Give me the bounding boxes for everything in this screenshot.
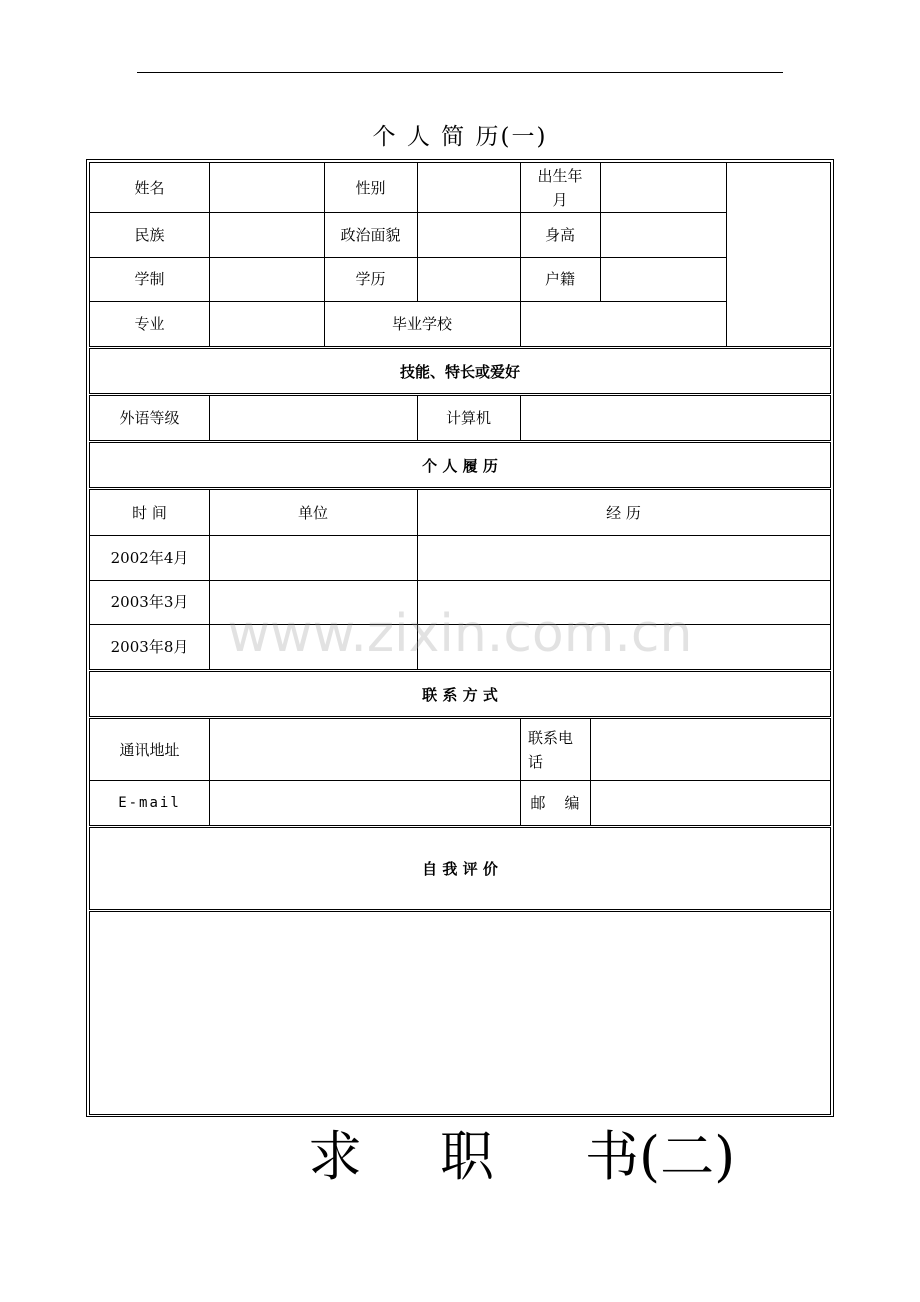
ethnicity-label: 民族 — [134, 225, 165, 244]
self-eval-section-title: 自 我 评 价 — [422, 860, 498, 878]
hukou-value-field[interactable] — [600, 257, 726, 301]
table-row-time: 2002年4月 — [110, 548, 189, 567]
document-title: 个 人 简 历(一) — [372, 124, 548, 150]
experience-table — [89, 489, 831, 670]
height-label: 身高 — [544, 225, 575, 244]
email-value-field[interactable] — [209, 780, 520, 825]
name-value-field[interactable] — [209, 163, 324, 212]
skills-title-block — [89, 348, 831, 394]
phone-label-text: 联系电话 — [528, 728, 574, 771]
hukou-label: 户籍 — [544, 270, 575, 288]
resume-form — [86, 159, 834, 1117]
experience-section-title: 个 人 履 历 — [422, 456, 498, 475]
gender-value-field[interactable] — [417, 163, 520, 212]
table-row-unit-field[interactable] — [209, 535, 417, 580]
schooling-label: 学制 — [134, 270, 165, 288]
footer-title-part2: 职 — [440, 1125, 494, 1188]
political-label: 政治面貌 — [340, 225, 401, 244]
postcode-label: 邮 编 — [530, 793, 580, 812]
table-row-experience-field[interactable] — [417, 580, 830, 624]
computer-value-field[interactable] — [520, 396, 830, 440]
schooling-value-field[interactable] — [209, 257, 324, 301]
contact-section-title: 联 系 方 式 — [422, 685, 498, 704]
header-unit: 单位 — [297, 503, 328, 522]
watermark: www.zixin.com.cn — [227, 604, 693, 664]
computer-label: 计算机 — [445, 409, 491, 427]
header-time: 时 间 — [132, 503, 167, 522]
contact-title-block — [89, 671, 831, 717]
phone-label — [520, 719, 590, 780]
footer-title-part3: 书(二) — [585, 1125, 736, 1188]
table-row-time: 2003年3月 — [110, 593, 189, 611]
self-eval-title-block — [89, 827, 831, 910]
header-experience: 经 历 — [606, 503, 641, 522]
postcode-value-field[interactable] — [590, 780, 830, 825]
ethnicity-value-field[interactable] — [209, 212, 324, 257]
table-row-unit-field[interactable] — [209, 580, 417, 624]
birth-label — [520, 163, 600, 212]
phone-value-field[interactable] — [590, 719, 830, 780]
gender-label: 性别 — [355, 178, 386, 197]
language-label: 外语等级 — [119, 409, 180, 427]
name-label: 姓名 — [134, 178, 165, 197]
education-label: 学历 — [355, 270, 386, 288]
major-label: 专业 — [134, 314, 165, 333]
table-row-experience-field[interactable] — [417, 624, 830, 669]
school-label: 毕业学校 — [391, 314, 452, 333]
header-rule — [137, 72, 783, 73]
self-eval-content-field[interactable] — [89, 911, 831, 1115]
footer-title-part1: 求 — [308, 1125, 362, 1188]
birth-value-field[interactable] — [600, 163, 726, 212]
height-value-field[interactable] — [600, 212, 726, 257]
skills-row-block — [89, 395, 831, 441]
education-value-field[interactable] — [417, 257, 520, 301]
table-row-time: 2003年8月 — [110, 637, 189, 656]
experience-title-block — [89, 442, 831, 488]
skills-section-title: 技能、特长或爱好 — [399, 362, 520, 381]
address-value-field[interactable] — [209, 719, 520, 780]
major-value-field[interactable] — [209, 301, 324, 346]
political-value-field[interactable] — [417, 212, 520, 257]
photo-area[interactable] — [726, 163, 830, 346]
birth-label-text: 出生年月 — [537, 166, 583, 209]
school-value-field[interactable] — [520, 301, 726, 346]
email-label: E-mail — [118, 794, 181, 811]
language-value-field[interactable] — [209, 396, 417, 440]
table-row-experience-field[interactable] — [417, 535, 830, 580]
contact-table — [89, 718, 831, 826]
address-label: 通讯地址 — [119, 740, 180, 759]
table-row-unit-field[interactable] — [209, 624, 417, 669]
basic-info-block — [89, 162, 831, 347]
